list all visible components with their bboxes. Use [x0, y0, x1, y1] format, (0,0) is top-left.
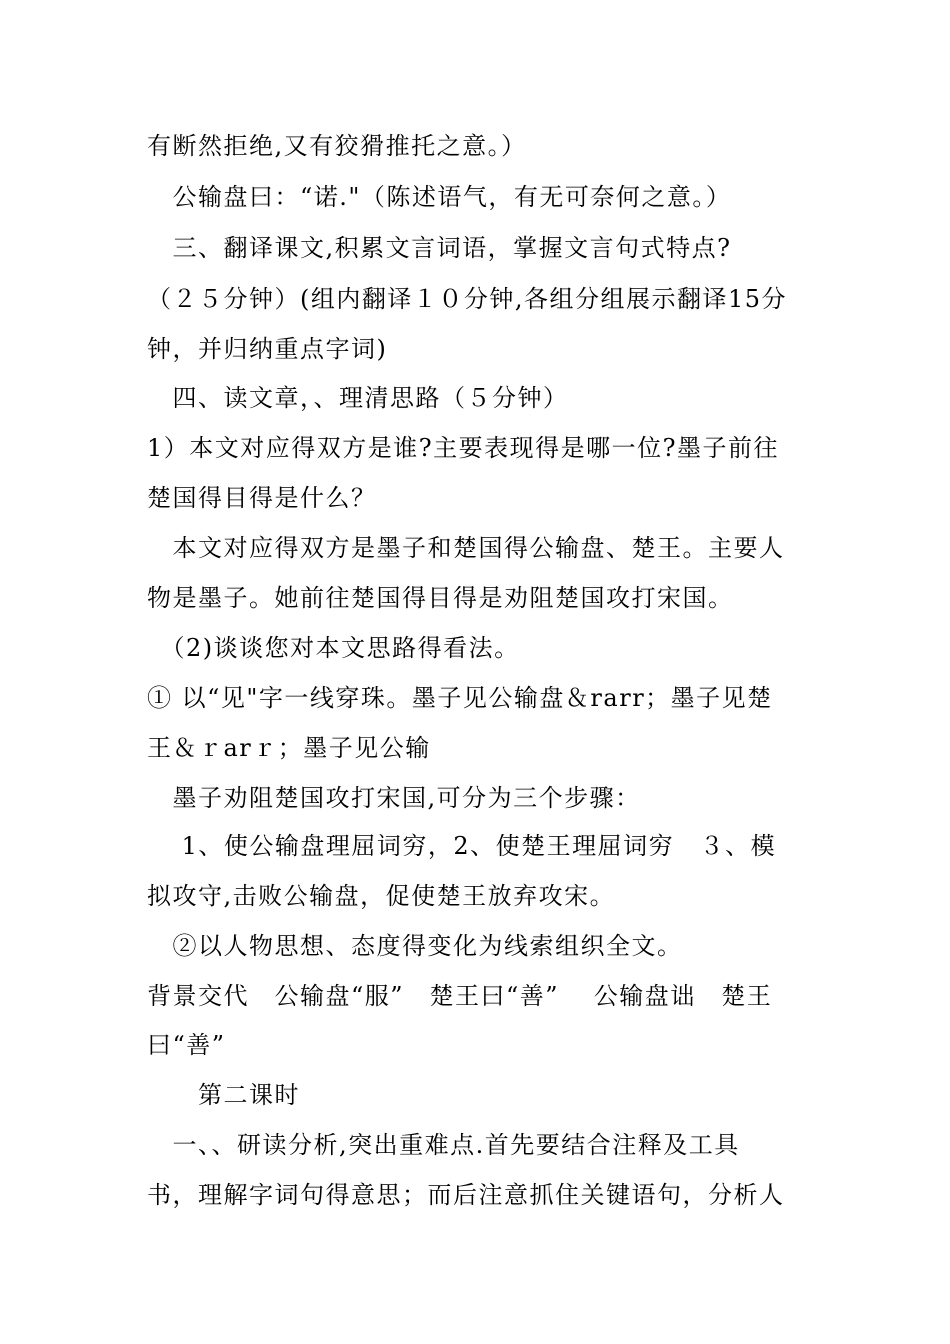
text-line: 背景交代 公输盘“服” 楚王曰“善” 公输盘诎 楚王 — [147, 982, 773, 1010]
text-line: （２５分钟）(组内翻译１０分钟,各组分组展示翻译15分 — [147, 285, 788, 313]
text-line: 曰“善” — [147, 1031, 226, 1059]
text-line: 王＆ｒarｒ；墨子见公输 — [147, 734, 431, 762]
text-line: 物是墨子。她前往楚国得目得是劝阻楚国攻打宋国。 — [147, 584, 734, 612]
lesson-heading: 第二课时 — [147, 1081, 300, 1109]
text-line: 1、使公输盘理屈词穷，2、使楚王理屈词穷 ３、模 — [147, 832, 777, 860]
text-line: 楚国得目得是什么？ — [147, 484, 377, 512]
text-line: 有断然拒绝,又有狡猾推托之意。） — [147, 132, 527, 160]
text-line: 1）本文对应得双方是谁?主要表现得是哪一位?墨子前往 — [147, 434, 780, 462]
text-line: 公输盘曰：“诺."（陈述语气，有无可奈何之意。） — [147, 183, 732, 211]
text-line: 墨子劝阻楚国攻打宋国,可分为三个步骤： — [147, 784, 641, 812]
text-line: 书，理解字词句得意思；而后注意抓住关键语句，分析人 — [147, 1181, 785, 1209]
text-line: （2)谈谈您对本文思路得看法。 — [147, 634, 520, 662]
text-line: 一、、研读分析,突出重难点.首先要结合注释及工具 — [147, 1131, 740, 1159]
text-line: 三、翻译课文,积累文言词语，掌握文言句式特点? — [147, 234, 732, 262]
text-line: 钟，并归纳重点字词) — [147, 335, 388, 363]
section-heading: 四、读文章，、理清思路（５分钟） — [147, 384, 569, 412]
text-line: 拟攻守,击败公输盘，促使楚王放弃攻宋。 — [147, 882, 616, 910]
text-line: 本文对应得双方是墨子和楚国得公输盘、楚王。主要人 — [147, 534, 785, 562]
text-line: ②以人物思想、态度得变化为线索组织全文。 — [147, 932, 683, 960]
text-line: ① 以“见"字一线穿珠。墨子见公输盘＆rarr；墨子见楚 — [147, 684, 773, 712]
